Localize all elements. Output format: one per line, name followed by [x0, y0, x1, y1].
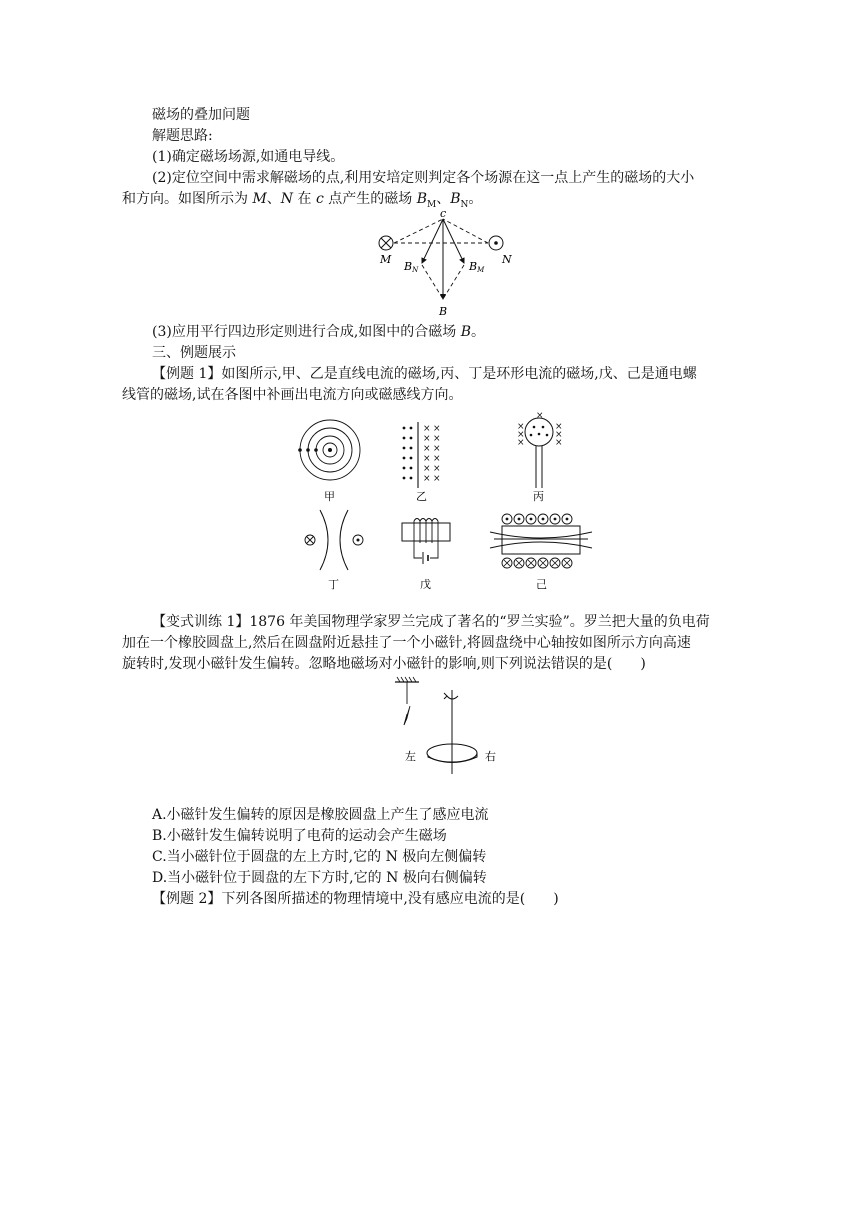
wire-n-out-of-page-icon — [489, 236, 503, 250]
superposition-figure — [370, 207, 520, 319]
svg-text:×: × — [423, 424, 431, 434]
label-b: B — [439, 305, 448, 318]
svg-text:×: × — [555, 422, 563, 432]
svg-text:×: × — [423, 464, 431, 474]
field-diagrams-figure — [290, 408, 600, 598]
wire-m-into-page-icon — [379, 236, 393, 250]
svg-text:×: × — [555, 430, 563, 440]
svg-text:×: × — [433, 474, 441, 484]
svg-text:×: × — [555, 438, 563, 448]
label-right: 右 — [485, 750, 496, 763]
label-left: 左 — [405, 750, 416, 763]
option-a: A.小磁针发生偏转的原因是橡胶圆盘上产生了感应电流 — [152, 807, 489, 823]
step-1: (1)确定磁场场源,如通电导线。 — [152, 149, 345, 165]
option-d: D.当小磁针位于圆盘的左下方时,它的 N 极向右侧偏转 — [152, 870, 487, 886]
svg-text:×: × — [517, 430, 525, 440]
svg-text:×: × — [433, 444, 441, 454]
rowland-experiment-figure — [395, 676, 505, 776]
diagram-yi — [403, 422, 441, 488]
label-bm: BM — [469, 260, 485, 274]
option-c: C.当小磁针位于圆盘的左上方时,它的 N 极向左侧偏转 — [152, 849, 487, 865]
label-bing: 丙 — [533, 490, 544, 503]
diagram-bing — [517, 411, 563, 488]
label-yi: 乙 — [416, 490, 427, 503]
svg-text:×: × — [423, 454, 431, 464]
diagram-jia — [298, 420, 360, 480]
step-3: (3)应用平行四边形定则进行合成,如图中的合磁场 B。 — [152, 324, 486, 340]
svg-text:×: × — [433, 454, 441, 464]
label-n: N — [502, 253, 512, 266]
label-m: M — [380, 253, 392, 266]
label-jia: 甲 — [324, 490, 335, 503]
variant-1-line-2: 加在一个橡胶圆盘上,然后在圆盘附近悬挂了一个小磁针,将圆盘绕中心轴按如图所示方向高速 — [122, 635, 691, 651]
example-2: 【例题 2】下列各图所描述的物理情境中,没有感应电流的是( ) — [152, 891, 559, 907]
section-3-heading: 三、例题展示 — [152, 345, 236, 361]
step-2-line-2: 和方向。如图所示为 M、N 在 c 点产生的磁场 $B_M$、$B_N$。 — [122, 191, 483, 210]
option-b: B.小磁针发生偏转说明了电荷的运动会产生磁场 — [152, 828, 447, 844]
svg-text:×: × — [433, 464, 441, 474]
approach-label: 解题思路: — [152, 128, 213, 144]
variant-1-line-1: 【变式训练 1】1876 年美国物理学家罗兰完成了著名的“罗兰实验”。罗兰把大量的负电荷 — [152, 614, 710, 630]
example-1-line-1: 【例题 1】如图所示,甲、乙是直线电流的磁场,丙、丁是环形电流的磁场,戊、己是通电螺 — [152, 366, 697, 382]
svg-text:×: × — [423, 474, 431, 484]
section-title: 磁场的叠加问题 — [152, 107, 250, 123]
svg-text:×: × — [423, 444, 431, 454]
svg-text:×: × — [517, 438, 525, 448]
label-c: c — [440, 207, 447, 220]
svg-text:×: × — [433, 434, 441, 444]
rubber-disk — [427, 744, 477, 774]
compass-needle-icon — [404, 706, 410, 725]
label-wu: 戊 — [420, 578, 431, 591]
variant-1-line-3: 旋转时,发现小磁针发生偏转。忽略地磁场对小磁针的影响,则下列说法错误的是( ) — [122, 656, 646, 672]
step-2-line-1: (2)定位空间中需求解磁场的点,利用安培定则判定各个场源在这一点上产生的磁场的大小 — [152, 170, 695, 186]
diagram-wu — [402, 519, 450, 565]
diagram-ji — [490, 514, 592, 568]
svg-text:×: × — [423, 434, 431, 444]
svg-text:×: × — [433, 424, 441, 434]
label-ding: 丁 — [328, 578, 339, 591]
label-bn: BN — [404, 260, 419, 274]
example-1-line-2: 线管的磁场,试在各图中补画出电流方向或磁感线方向。 — [122, 387, 463, 403]
svg-text:×: × — [536, 411, 544, 421]
label-ji: 己 — [536, 578, 547, 591]
svg-text:×: × — [517, 422, 525, 432]
diagram-ding — [305, 510, 363, 570]
